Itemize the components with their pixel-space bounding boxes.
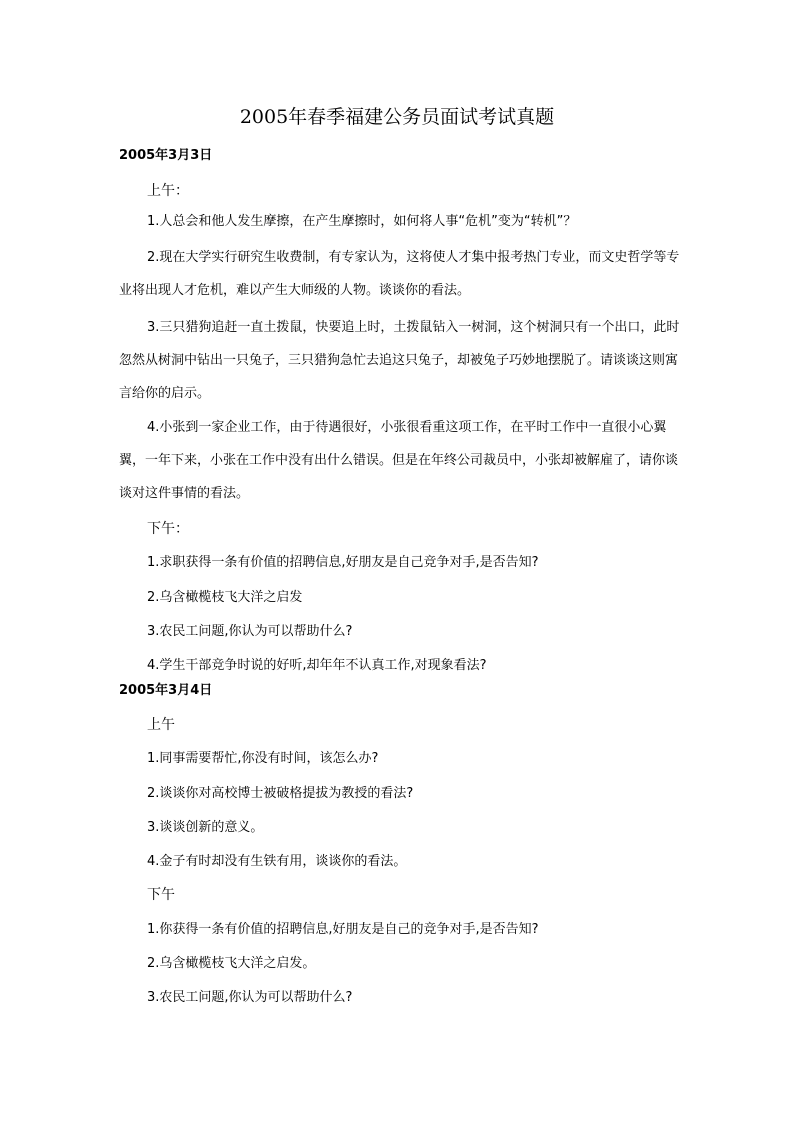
- question-item: 1.同事需要帮忙,你没有时间，该怎么办?: [147, 751, 379, 766]
- question-item: 2.谈谈你对高校博士被破格提拔为教授的看法?: [147, 786, 414, 801]
- question-item: 2.乌含橄榄枝飞大洋之启发。: [147, 956, 316, 971]
- question-item: 3.谈谈创新的意义。: [147, 820, 264, 835]
- question-item: 2.现在大学实行研究生收费制，有专家认为，这将使人才集中报考热门专业，而文史哲学等专业将出现人才危机，难以产生大师级的人物。谈谈你的看法。: [119, 250, 680, 298]
- session-date: 2005年3月4日: [119, 683, 213, 698]
- question-item: 2.乌含橄榄枝飞大洋之启发: [147, 590, 303, 605]
- question-item: 3.三只猎狗追赶一直土拨鼠，快要追上时，土拨鼠钻入一树洞，这个树洞只有一个出口，此时忽然从树洞中钻出一只兔子，三只猎狗急忙去追这只兔子，却被兔子巧妙地摆脱了。请谈谈这则寓言给你的启示。: [119, 320, 680, 401]
- question-item: 3.农民工问题,你认为可以帮助什么?: [147, 990, 353, 1005]
- session-afternoon-label: 下午：: [147, 521, 189, 537]
- question-item: 4.小张到一家企业工作，由于待遇很好，小张很看重这项工作，在平时工作中一直很小心翼翼，一年下来，小张在工作中没有出什么错误。但是在年终公司裁员中，小张却被解雇了，请你谈谈对这件事情的看法。: [119, 420, 679, 501]
- session-date: 2005年3月3日: [119, 148, 213, 163]
- question-item: 1.人总会和他人发生摩擦，在产生摩擦时，如何将人事“危机”变为“转机”？: [147, 214, 577, 229]
- question-item: 4.金子有时却没有生铁有用，谈谈你的看法。: [147, 854, 407, 869]
- session-afternoon-label: 下午: [147, 887, 175, 903]
- question-item: 4.学生干部竞争时说的好听,却年年不认真工作,对现象看法?: [147, 658, 487, 673]
- page-title: 2005年春季福建公务员面试考试真题: [239, 106, 555, 128]
- question-item: 1.求职获得一条有价值的招聘信息,好朋友是自己竞争对手,是否告知?: [147, 555, 539, 570]
- session-morning-label: 上午: [147, 717, 175, 733]
- question-item: 3.农民工问题,你认为可以帮助什么?: [147, 624, 353, 639]
- question-item: 1.你获得一条有价值的招聘信息,好朋友是自己的竞争对手,是否告知?: [147, 922, 539, 937]
- session-morning-label: 上午：: [147, 183, 189, 199]
